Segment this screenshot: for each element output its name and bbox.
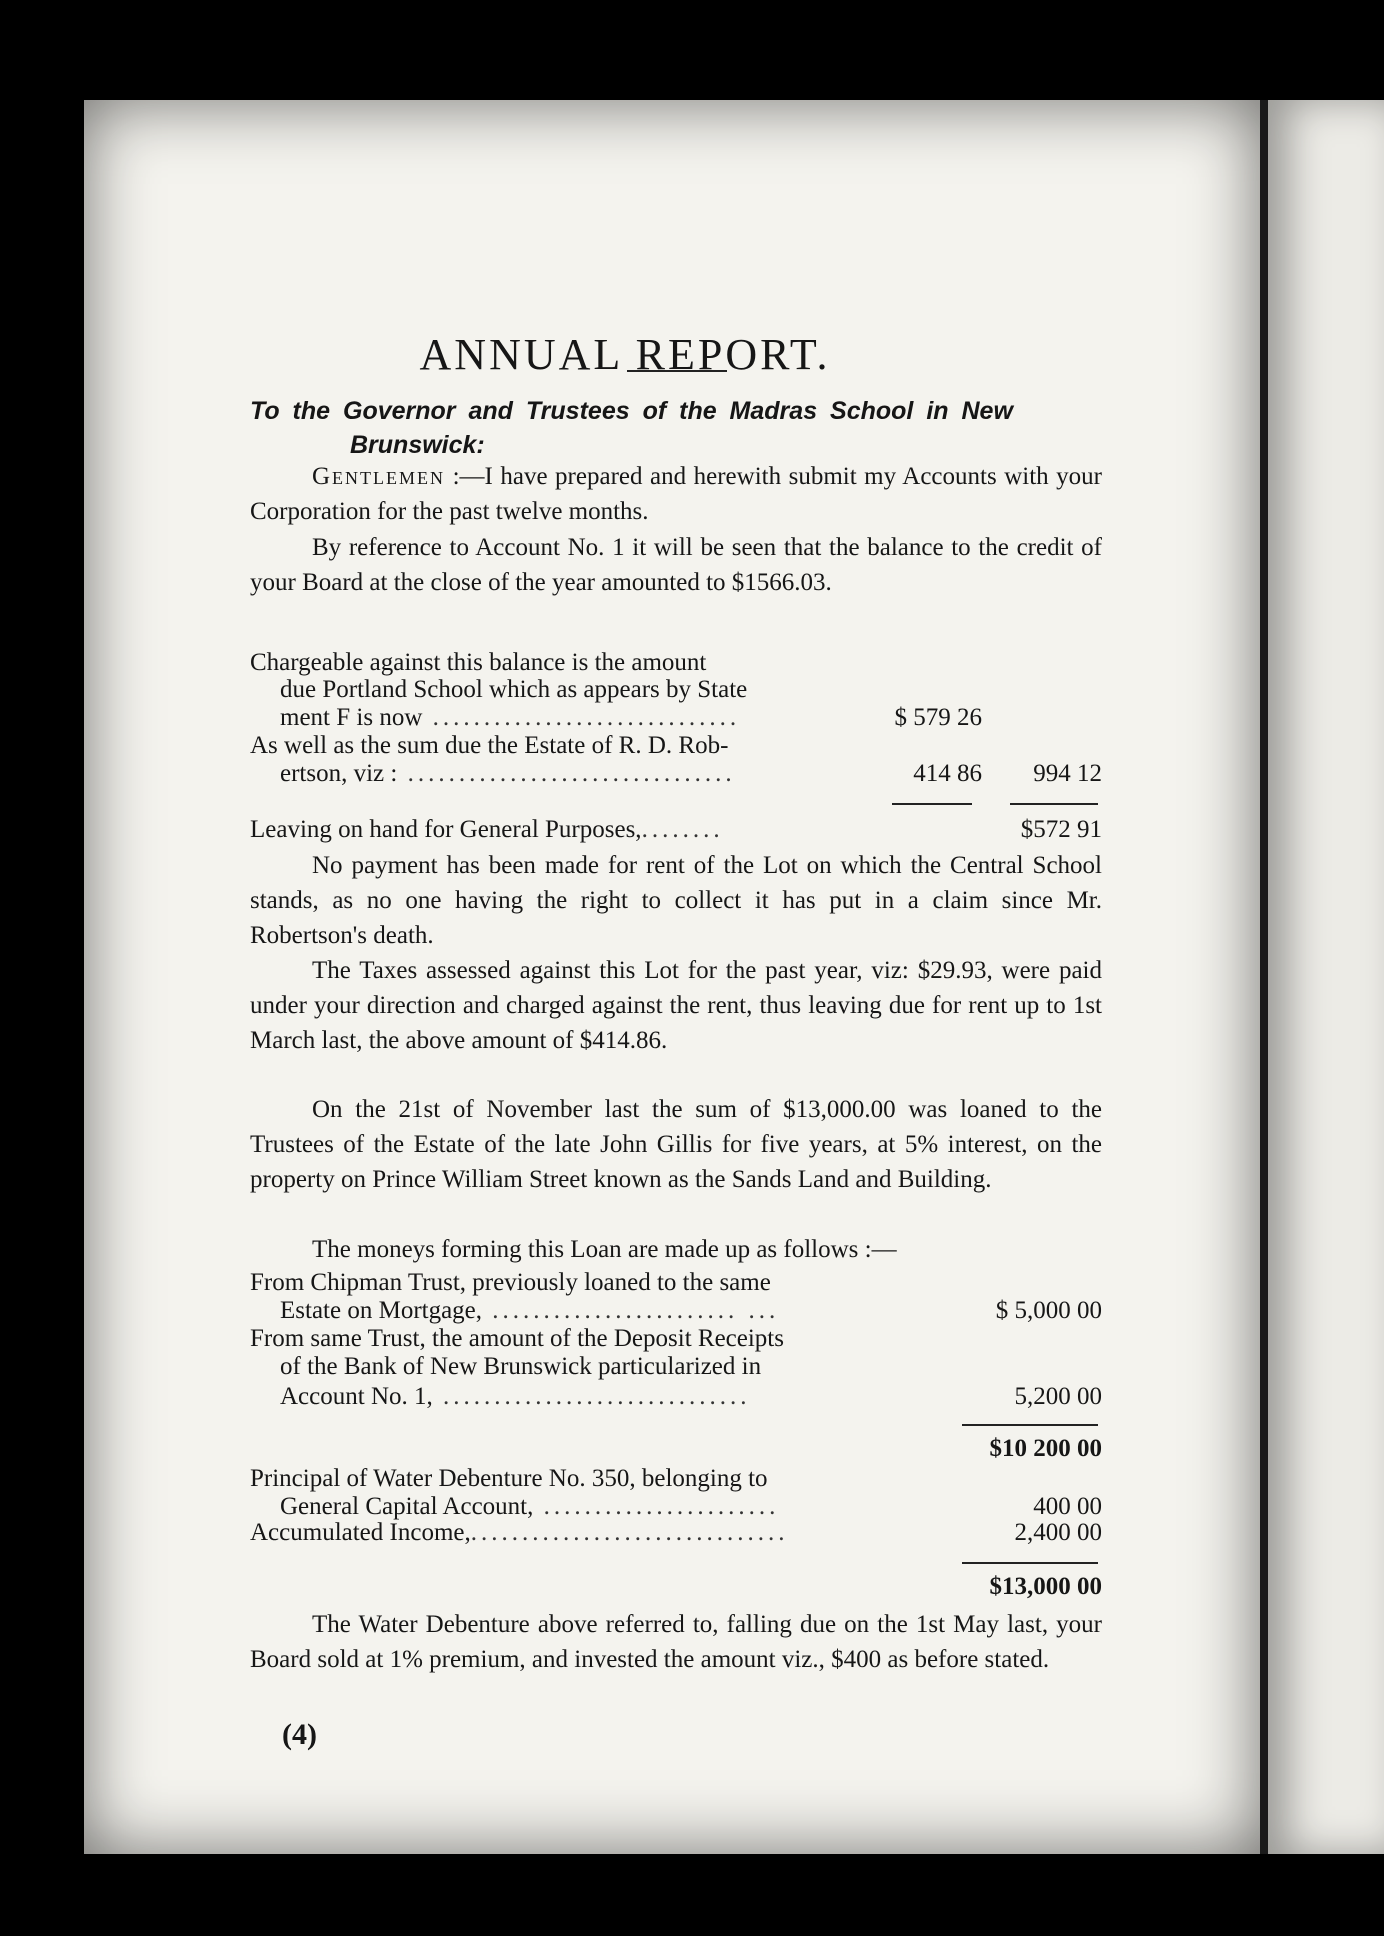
subtotal-rule bbox=[1010, 803, 1098, 805]
page-title: ANNUAL REPORT. bbox=[419, 330, 831, 380]
statement-line: As well as the sum due the Estate of R. D. Rob- bbox=[250, 732, 729, 759]
page-number: (4) bbox=[282, 1718, 317, 1751]
paragraph-gentlemen bbox=[250, 459, 1102, 529]
paragraph-moneys: The moneys forming this Loan are made up as follows :— bbox=[312, 1236, 897, 1263]
statement-line: due Portland School which as appears by State bbox=[280, 676, 748, 703]
statement-line-leaving: Leaving on hand for General Purposes,........ $572 91 bbox=[250, 816, 1102, 843]
loan-line: From same Trust, the amount of the Deposit Receipts bbox=[250, 1325, 784, 1352]
debenture-amount: 400 00 bbox=[1033, 1493, 1102, 1520]
paragraph-taxes: The Taxes assessed against this Lot for the past year, viz: $29.93, were paid under your direction and charged against the rent, thus leaving due for rent up to 1st March last, the above amount of $414.86. bbox=[250, 957, 1102, 1054]
statement-line: Chargeable against this balance is the amount bbox=[250, 649, 707, 676]
deposit-amount: 5,200 00 bbox=[1014, 1383, 1102, 1410]
loan-line-income: Accumulated Income,............................... 2,400 00 bbox=[250, 1519, 1102, 1546]
loan-line: Principal of Water Debenture No. 350, belonging to bbox=[250, 1465, 768, 1492]
page-fold bbox=[1260, 100, 1268, 1854]
salutation-line-1: To the Governor and Trustees of the Madras School in New bbox=[250, 397, 1013, 425]
income-amount: 2,400 00 bbox=[1014, 1519, 1102, 1546]
loan-line-chipman: Estate on Mortgage, ........................ ... $ 5,000 00 bbox=[280, 1297, 1102, 1324]
statement-line-estate: ertson, viz : ................................ 414 86 994 12 bbox=[280, 760, 1102, 787]
combined-amount: 994 12 bbox=[1033, 760, 1102, 787]
loan-subtotal: $10 200 00 bbox=[989, 1435, 1102, 1462]
salutation-line-2: Brunswick: bbox=[350, 431, 485, 459]
loan-line-subtotal bbox=[250, 1434, 1102, 1464]
loan-line-deposit: Account No. 1, .............................. 5,200 00 bbox=[280, 1383, 1102, 1410]
subtotal-rule bbox=[962, 1424, 1098, 1426]
paragraph-reference: By reference to Account No. 1 it will be seen that the balance to the credit of your Board at the close of the year amounted to $1566.03. bbox=[250, 534, 1102, 596]
paragraph-november: On the 21st of November last the sum of $13,000.00 was loaned to the Trustees of the Estate of the late John Gillis for five years, at 5% interest, on the property on Prince William Street known as the Sands Land and Building. bbox=[250, 1096, 1102, 1193]
loan-total: $13,000 00 bbox=[989, 1573, 1102, 1600]
gentlemen-text: :—I have prepared and herewith submit my Accounts with your Corporation for the past twelve months. bbox=[250, 463, 1102, 525]
loan-line-total bbox=[250, 1572, 1102, 1602]
facing-page-edge bbox=[1268, 100, 1384, 1854]
loan-line: of the Bank of New Brunswick particularized in bbox=[280, 1353, 762, 1380]
gentlemen-lead: Gentlemen bbox=[312, 463, 446, 490]
total-rule bbox=[962, 1562, 1098, 1564]
estate-amount: 414 86 bbox=[913, 760, 982, 787]
subtotal-rule bbox=[892, 803, 972, 805]
loan-line-debenture: General Capital Account, ....................... 400 00 bbox=[280, 1493, 1102, 1520]
salutation bbox=[250, 394, 1120, 462]
portland-amount: $ 579 26 bbox=[894, 704, 982, 731]
statement-line-portland: ment F is now .............................. $ 579 26 bbox=[280, 704, 982, 731]
chipman-amount: $ 5,000 00 bbox=[995, 1297, 1102, 1324]
leaving-amount: $572 91 bbox=[1020, 816, 1102, 843]
title-rule bbox=[627, 370, 727, 372]
loan-line: From Chipman Trust, previously loaned to the same bbox=[250, 1269, 771, 1296]
paragraph-no-payment: No payment has been made for rent of the Lot on which the Central School stands, as no one having the right to collect it has put in a claim since Mr. Robertson's death. bbox=[250, 852, 1102, 949]
paragraph-water: The Water Debenture above referred to, falling due on the 1st May last, your Board sold at 1% premium, and invested the amount viz., $400 as before stated. bbox=[250, 1611, 1102, 1673]
